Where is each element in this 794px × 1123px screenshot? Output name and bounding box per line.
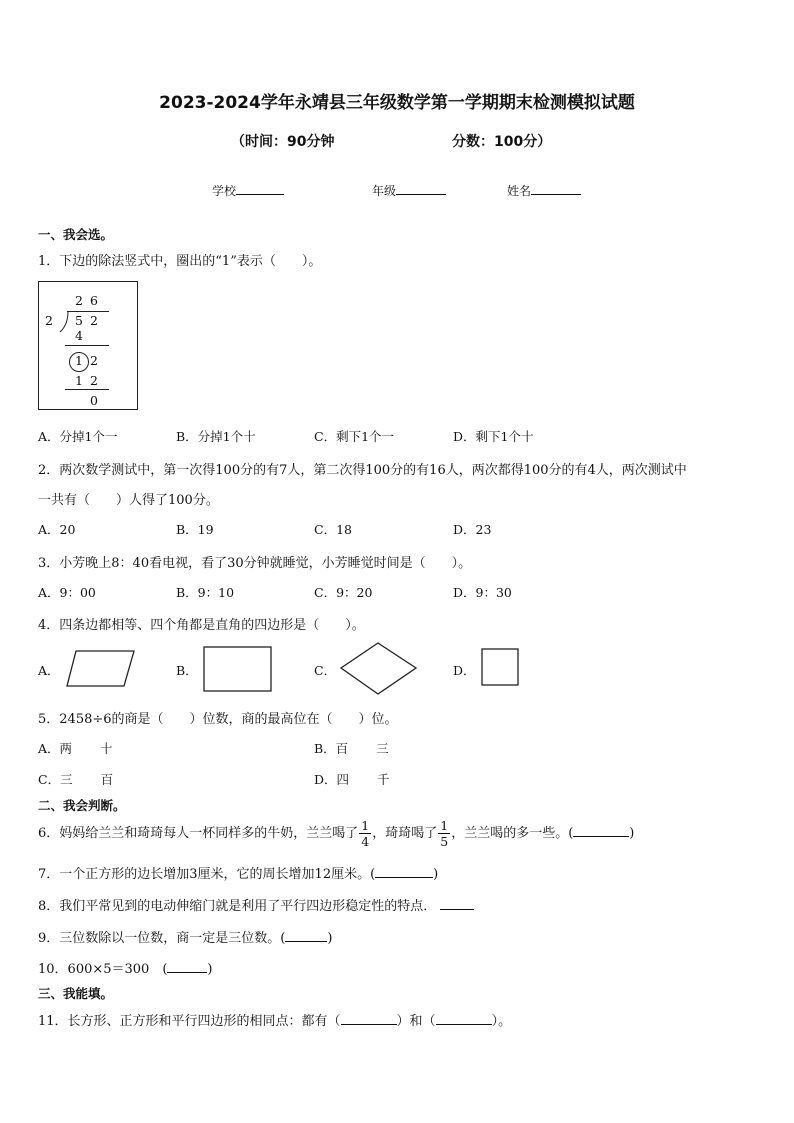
q2-option-a[interactable]: A．20 <box>38 522 76 537</box>
q6-answer-blank[interactable] <box>573 824 629 837</box>
q5-option-c[interactable] <box>38 770 113 788</box>
q6-text-part4: ) <box>629 826 635 841</box>
q5-option-a-value: 十 <box>100 741 113 756</box>
q9-answer-blank[interactable] <box>285 929 327 942</box>
question-2-text-line2: 一共有（ ）人得了100分。 <box>38 493 219 508</box>
q10-text-end: ) <box>207 962 213 977</box>
quotient-digit: 6 <box>90 293 98 308</box>
q6-text-part2: ，琦琦喝了 <box>372 826 438 841</box>
division-diagram <box>38 281 138 410</box>
q3-option-a[interactable]: A．9：00 <box>38 585 96 600</box>
q4-option-d-label[interactable]: D． <box>453 663 476 678</box>
page-title: 2023-2024学年永靖县三年级数学第一学期期末检测模拟试题 <box>159 93 635 113</box>
step-product: 1 <box>75 373 83 388</box>
section-heading-fill: 三、我能填。 <box>38 986 114 1001</box>
school-blank[interactable] <box>236 182 284 195</box>
question-9 <box>38 927 332 946</box>
fraction-one-fifth <box>438 818 450 849</box>
step-product: 2 <box>90 373 98 388</box>
question-6 <box>38 814 634 854</box>
q11-answer-blank-2[interactable] <box>436 1012 492 1025</box>
dividend-digit: 2 <box>90 313 98 328</box>
q5-option-d-value: 千 <box>377 772 390 787</box>
grade-blank[interactable] <box>396 182 446 195</box>
q3-option-b[interactable]: B．9：10 <box>176 585 235 600</box>
final-remainder: 0 <box>90 393 98 408</box>
q3-option-c[interactable]: C．9：20 <box>314 585 373 600</box>
fraction-one-quarter <box>359 818 371 849</box>
q6-text-part3: ，兰兰喝的多一些。( <box>451 826 574 841</box>
q5-option-a[interactable] <box>38 739 113 757</box>
fraction-denominator: 4 <box>361 834 370 849</box>
division-bracket <box>59 311 69 333</box>
exam-time: （时间：90分钟 <box>231 134 335 150</box>
fraction-numerator: 1 <box>440 818 449 833</box>
name-label: 姓名 <box>507 184 532 198</box>
q4-option-c-label[interactable]: C． <box>314 663 337 678</box>
division-bar <box>67 311 109 312</box>
q11-text: 11．长方形、正方形和平行四边形的相同点：都有（ <box>38 1014 341 1029</box>
rectangle-shape[interactable] <box>203 646 273 693</box>
q1-option-b[interactable]: B．分掉1个十 <box>176 429 256 444</box>
q8-answer-blank[interactable] <box>440 897 474 910</box>
step-line <box>65 389 109 390</box>
name-blank[interactable] <box>531 182 581 195</box>
q5-option-b-value: 三 <box>376 741 389 756</box>
q5-option-c-letter: C．三 <box>38 772 73 787</box>
q5-option-b-letter: B．百 <box>314 741 349 756</box>
q9-text: 9．三位数除以一位数，商一定是三位数。( <box>38 931 286 946</box>
question-11 <box>38 1010 511 1029</box>
fraction-denominator: 5 <box>440 834 449 849</box>
q5-option-c-value: 百 <box>100 772 114 787</box>
q10-text: 10．600×5＝300 ( <box>38 962 168 977</box>
q11-answer-blank-1[interactable] <box>341 1012 397 1025</box>
step-line <box>65 345 109 346</box>
q1-option-d[interactable]: D．剩下1个十 <box>453 429 534 444</box>
square-shape[interactable] <box>481 648 520 687</box>
school-label: 学校 <box>212 184 237 198</box>
q7-text-end: ) <box>433 867 439 882</box>
q5-option-a-letter: A．两 <box>38 741 73 756</box>
remainder-digit: 2 <box>90 353 98 368</box>
q1-option-c[interactable]: C．剩下1个一 <box>314 429 395 444</box>
q4-option-a-label[interactable]: A． <box>38 663 60 678</box>
q10-answer-blank[interactable] <box>167 960 207 973</box>
question-3-text: 3．小芳晚上8：40看电视，看了30分钟就睡觉，小芳睡觉时间是（ ）。 <box>38 556 472 571</box>
grade-field[interactable] <box>372 182 446 199</box>
parallelogram-shape[interactable] <box>66 650 136 688</box>
q11-text-mid: ）和（ <box>396 1014 436 1029</box>
q7-text: 7．一个正方形的边长增加3厘米，它的周长增加12厘米。( <box>38 867 376 882</box>
q3-option-d[interactable]: D．9：30 <box>453 585 512 600</box>
question-2-text-line1: 2．两次数学测试中，第一次得100分的有7人，第二次得100分的有16人，两次都得100分的有4人，两次测试中 <box>38 463 687 478</box>
q7-answer-blank[interactable] <box>375 865 433 878</box>
school-field[interactable] <box>212 182 284 199</box>
name-field[interactable] <box>507 182 581 199</box>
rhombus-shape[interactable] <box>340 642 418 696</box>
question-1-text: 1．下边的除法竖式中，圈出的“1”表示（ ）。 <box>38 254 322 269</box>
circled-digit: 1 <box>75 353 83 368</box>
quotient-digit: 2 <box>75 293 83 308</box>
q5-option-d-letter: D．四 <box>314 772 350 787</box>
q2-option-b[interactable]: B．19 <box>176 522 214 537</box>
step-product: 4 <box>75 328 83 343</box>
question-10 <box>38 958 212 977</box>
q11-text-end: ）。 <box>491 1014 512 1029</box>
section-heading-judge: 二、我会判断。 <box>38 798 126 813</box>
dividend-digit: 5 <box>75 313 83 328</box>
grade-label: 年级 <box>372 184 397 198</box>
divisor: 2 <box>45 313 53 328</box>
question-7 <box>38 863 438 882</box>
q6-text-part1: 6．妈妈给兰兰和琦琦每人一杯同样多的牛奶，兰兰喝了 <box>38 826 359 841</box>
question-4-text: 4．四条边都相等、四个角都是直角的四边形是（ ）。 <box>38 618 365 633</box>
q8-text: 8．我们平常见到的电动伸缩门就是利用了平行四边形稳定性的特点． <box>38 899 437 914</box>
question-8 <box>38 895 474 914</box>
section-heading-choice: 一、我会选。 <box>38 227 114 242</box>
q9-text-end: ) <box>327 931 333 946</box>
exam-score: 分数：100分） <box>452 134 552 150</box>
q4-option-b-label[interactable]: B． <box>176 663 198 678</box>
q1-option-a[interactable]: A．分掉1个一 <box>38 429 118 444</box>
question-5-text: 5．2458÷6的商是（ ）位数，商的最高位在（ ）位。 <box>38 712 398 727</box>
fraction-numerator: 1 <box>361 818 370 833</box>
q2-option-d[interactable]: D．23 <box>453 522 492 537</box>
q5-option-d[interactable] <box>314 770 390 788</box>
q2-option-c[interactable]: C．18 <box>314 522 352 537</box>
q5-option-b[interactable] <box>314 739 389 757</box>
